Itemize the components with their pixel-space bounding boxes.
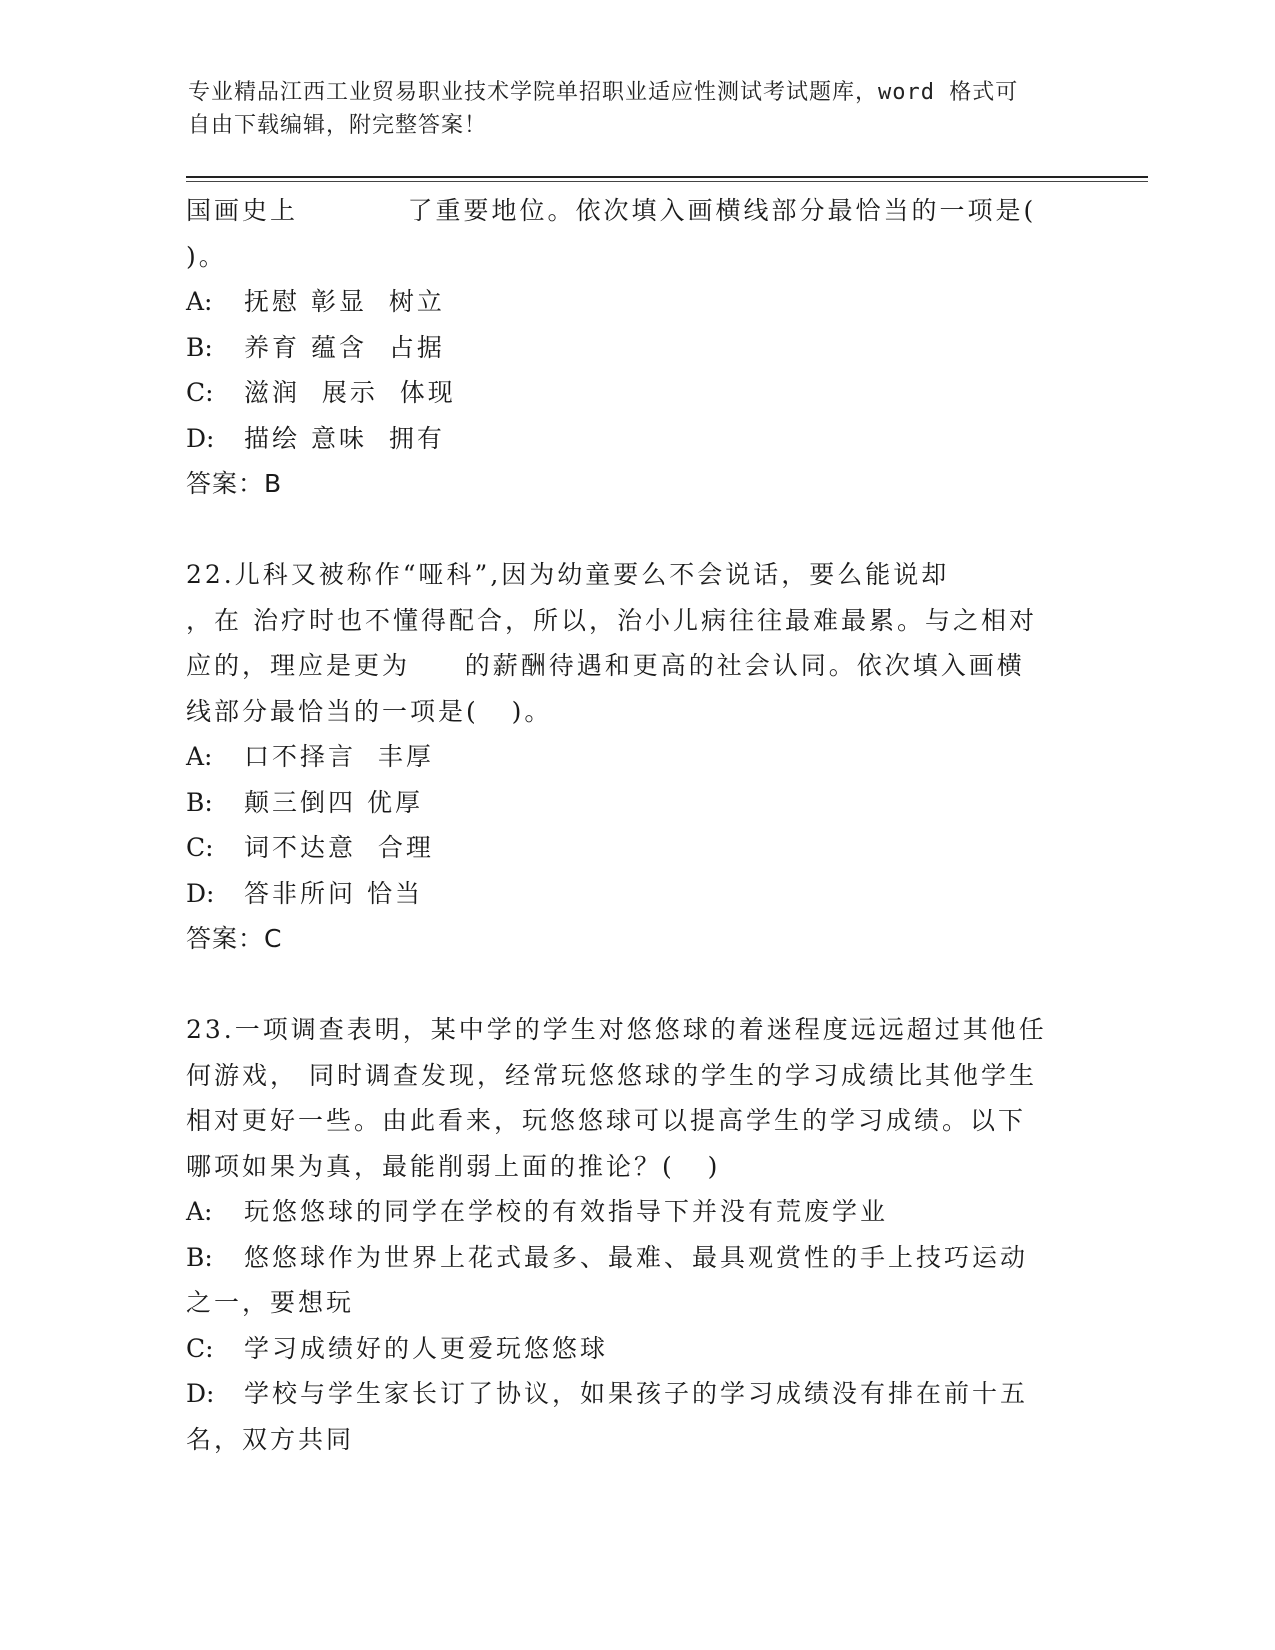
option-b-continued: 之一，要想玩 (186, 1288, 355, 1317)
spacer (186, 507, 1086, 553)
question-stem-line: ，在 治疗时也不懂得配合，所以，治小儿病往往最难最累。与之相对 (186, 605, 1037, 635)
header-rule-thin (186, 181, 1148, 182)
option-text: 学校与学生家长订了协议，如果孩子的学习成绩没有排在前十五 (244, 1379, 1029, 1408)
option-d-continued: 名，双方共同 (186, 1424, 355, 1454)
question-stem-line: 应的，理应是更为 的薪酬待遇和更高的社会认同。依次填入画横 (186, 651, 1025, 680)
option-text: 学习成绩好的人更爱玩悠悠球 (244, 1333, 609, 1363)
question-22 (186, 552, 1086, 962)
option-d (186, 416, 1086, 462)
option-text: 悠悠球作为世界上花式最多、最难、最具观赏性的手上技巧运动 (244, 1242, 1029, 1272)
answer-line: 答案：B (186, 469, 283, 498)
option-c (186, 825, 1086, 871)
question-23 (186, 1007, 1086, 1462)
page-header (188, 76, 1068, 142)
question-21 (186, 188, 1086, 507)
option-text: 描绘 意味 拥有 (244, 423, 445, 453)
question-stem-line: 何游戏， 同时调查发现，经常玩悠悠球的学生的学习成绩比其他学生 (186, 1060, 1037, 1090)
question-stem-line: 23.一项调查表明，某中学的学生对悠悠球的着迷程度远远超过其他任 (186, 1015, 1047, 1044)
question-stem-line: 线部分最恰当的一项是( )。 (186, 696, 553, 726)
option-text: 答非所问 恰当 (244, 878, 423, 908)
option-text: 滋润 展示 体现 (244, 378, 456, 407)
question-stem-line: 国画史上 了重要地位。依次填入画横线部分最恰当的一项是( (186, 196, 1037, 225)
option-b (186, 325, 1086, 371)
option-text: 颠三倒四 优厚 (244, 787, 423, 817)
option-d (186, 871, 1086, 917)
option-a (186, 279, 1086, 325)
question-stem-line: )。 (186, 241, 227, 271)
header-line-1: 专业精品江西工业贸易职业技术学院单招职业适应性测试考试题库，word 格式可 (188, 80, 1019, 105)
header-rule-thick (186, 176, 1148, 178)
question-stem-line: 22.儿科又被称作“哑科”,因为幼童要么不会说话，要么能说却 (186, 560, 950, 589)
option-label: B: (186, 1242, 213, 1272)
option-label: A: (186, 742, 213, 771)
option-b (186, 780, 1086, 826)
option-text: 口不择言 丰厚 (244, 742, 434, 771)
option-c (186, 370, 1086, 416)
option-text: 玩悠悠球的同学在学校的有效指导下并没有荒废学业 (244, 1197, 889, 1226)
option-label: A: (186, 287, 213, 316)
option-label: B: (186, 332, 213, 362)
option-label: C: (186, 1333, 214, 1363)
question-stem-line: 哪项如果为真，最能削弱上面的推论？( ) (186, 1151, 721, 1181)
option-label: B: (186, 787, 213, 817)
option-text: 养育 蕴含 占据 (244, 332, 445, 362)
option-label: C: (186, 378, 214, 407)
option-b (186, 1235, 1086, 1281)
option-c (186, 1326, 1086, 1372)
option-a (186, 734, 1086, 780)
question-stem-line: 相对更好一些。由此看来，玩悠悠球可以提高学生的学习成绩。以下 (186, 1106, 1027, 1135)
answer-line: 答案：C (186, 924, 283, 953)
option-label: D: (186, 878, 215, 908)
option-a (186, 1189, 1086, 1235)
spacer (186, 962, 1086, 1008)
option-label: A: (186, 1197, 213, 1226)
option-text: 抚慰 彰显 树立 (244, 287, 445, 316)
option-text: 词不达意 合理 (244, 833, 434, 862)
question-content (186, 188, 1086, 1462)
header-line-2: 自由下载编辑，附完整答案！ (188, 113, 488, 138)
option-label: D: (186, 1379, 215, 1408)
option-d (186, 1371, 1086, 1417)
option-label: D: (186, 423, 215, 453)
option-label: C: (186, 833, 214, 862)
